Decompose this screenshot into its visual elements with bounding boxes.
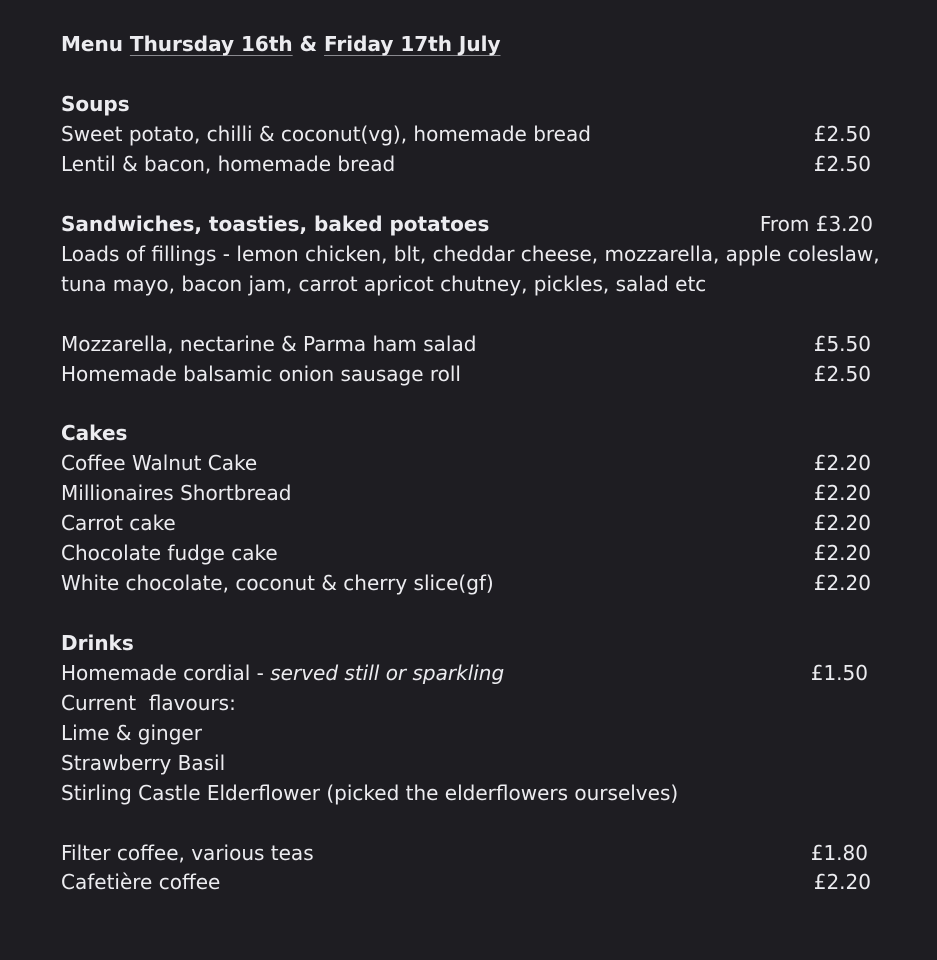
menu-date-thursday: Thursday 16th — [129, 32, 293, 56]
section-heading-cakes: Cakes — [61, 421, 128, 445]
menu-date-separator: & — [299, 32, 318, 56]
menu-item-name: Mozzarella, nectarine & Parma ham salad — [61, 332, 477, 356]
menu-item-name: White chocolate, coconut & cherry slice(gf) — [61, 571, 494, 595]
menu-item-name: Lentil & bacon, homemade bread — [61, 152, 396, 176]
sandwiches-fillings-line-1: Loads of fillings - lemon chicken, blt, cheddar cheese, mozzarella, apple coleslaw, — [61, 242, 880, 266]
cordial-line — [61, 658, 504, 688]
menu-item-price: £2.20 — [813, 451, 871, 475]
menu-item-name: Homemade balsamic onion sausage roll — [61, 362, 461, 386]
flavour-item: Lime & ginger — [61, 721, 202, 745]
menu-item-price: £2.20 — [813, 541, 871, 565]
menu-item-name: Sweet potato, chilli & coconut(vg), homemade bread — [61, 122, 591, 146]
section-heading-soups: Soups — [61, 92, 130, 116]
menu-item-price: £1.50 — [810, 661, 868, 685]
menu-item-price: £1.80 — [810, 841, 868, 865]
menu-item-price: £2.50 — [813, 122, 871, 146]
section-heading-drinks: Drinks — [61, 631, 134, 655]
menu-item-name: Carrot cake — [61, 511, 176, 535]
menu-item-name: Coffee Walnut Cake — [61, 451, 258, 475]
menu-item-name: Cafetière coffee — [61, 870, 221, 894]
menu-item-price: £2.20 — [813, 511, 871, 535]
sandwiches-fillings-line-2: tuna mayo, bacon jam, carrot apricot chutney, pickles, salad etc — [61, 272, 707, 296]
flavours-label: Current flavours: — [61, 691, 236, 715]
menu-item-price: £2.20 — [813, 481, 871, 505]
menu-item-name: Chocolate fudge cake — [61, 541, 278, 565]
menu-item-name: Filter coffee, various teas — [61, 841, 314, 865]
menu-item-name: Millionaires Shortbread — [61, 481, 292, 505]
section-heading-sandwiches: Sandwiches, toasties, baked potatoes — [61, 212, 490, 236]
menu-item-price: £2.50 — [813, 362, 871, 386]
menu-label: Menu — [61, 32, 123, 56]
flavour-item: Stirling Castle Elderflower (picked the elderflowers ourselves) — [61, 781, 679, 805]
menu-title — [61, 29, 501, 59]
flavour-item: Strawberry Basil — [61, 751, 226, 775]
cordial-dash: - — [250, 661, 271, 685]
cordial-note: served still or sparkling — [270, 661, 505, 685]
menu-item-price: £2.20 — [813, 870, 871, 894]
menu-item-price: £5.50 — [813, 332, 871, 356]
sandwiches-price: From £3.20 — [759, 212, 873, 236]
menu-item-price: £2.50 — [813, 152, 871, 176]
cordial-name: Homemade cordial — [61, 661, 251, 685]
menu-item-price: £2.20 — [813, 571, 871, 595]
menu-date-friday: Friday 17th July — [324, 32, 501, 56]
